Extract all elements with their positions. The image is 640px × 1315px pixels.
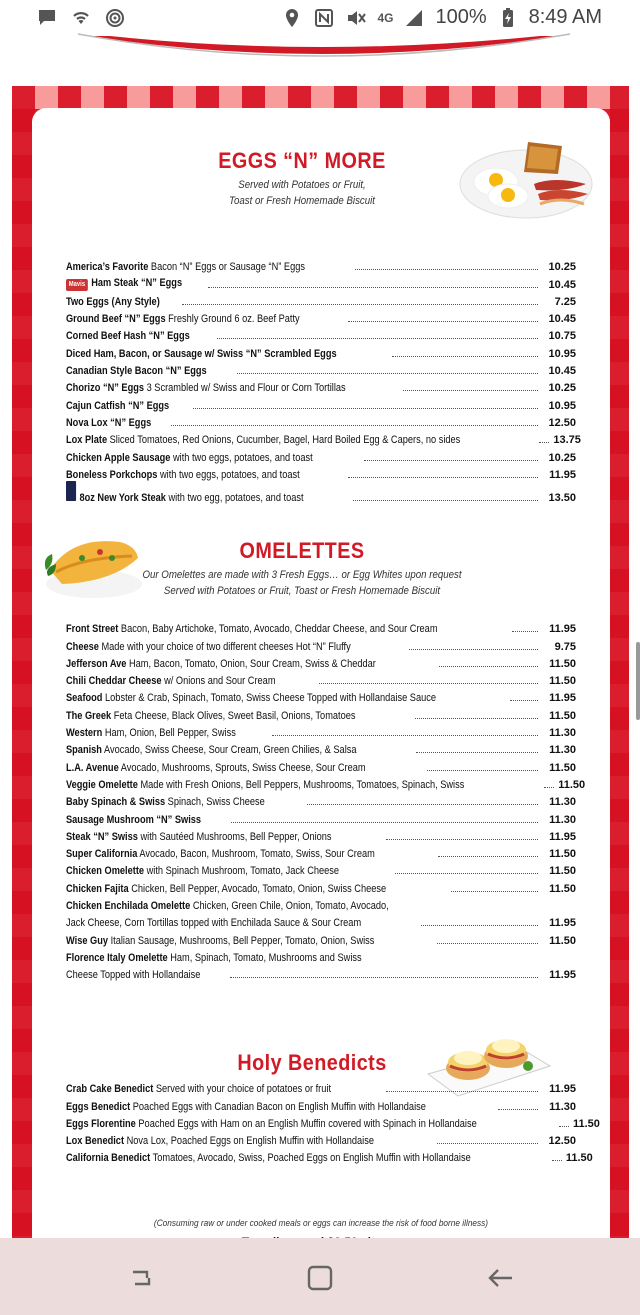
item-desc: Nova Lox, Poached Eggs on English Muffin with Hollandaise [124,1135,375,1148]
item-name: Boneless Porkchops [66,468,158,481]
signal-icon [403,8,425,28]
back-icon [486,1264,514,1292]
item-name: Chicken Fajita [66,882,129,895]
leader-dots [348,477,538,478]
item-price: 10.45 [548,365,576,378]
item-price: 11.30 [549,1100,576,1113]
item-price: 11.95 [549,917,576,930]
menu-row [66,360,576,377]
nfc-icon [313,8,335,28]
menu-row [66,464,576,481]
leader-dots [539,442,549,443]
item-price: 9.75 [554,640,576,653]
leader-dots [409,649,538,650]
menu-row-florence [66,947,576,964]
item-price: 10.95 [548,399,576,412]
item-name: California Benedict [66,1152,151,1165]
home-icon [306,1264,334,1292]
leader-dots [544,787,554,788]
item-price: 11.50 [549,657,576,670]
leader-dots [231,822,538,823]
menu-row [66,291,576,308]
benedicts-list [66,1078,600,1165]
eggs-list [66,256,581,504]
item-price: 12.50 [548,1135,576,1148]
item-price: 11.30 [549,813,576,826]
leader-dots [182,304,538,305]
item-price: 10.25 [548,261,576,274]
item-desc: Cheese Topped with Hollandaise [66,969,201,982]
item-name: Wise Guy [66,934,109,947]
hotspot-icon [104,8,126,28]
item-desc: Chicken, Bell Pepper, Avocado, Tomato, Onion, Swiss Cheese [128,882,387,895]
location-icon [281,8,303,28]
menu-row [66,877,576,894]
menu-row [66,756,576,773]
item-desc: 3 Scrambled w/ Swiss and Flour or Corn Tortillas [144,382,346,395]
item-name: Chicken Omelette [66,865,145,878]
leader-dots [392,356,538,357]
menu-row [66,394,576,411]
menu-row [66,325,576,342]
battery-charging-icon [497,8,519,28]
item-price: 11.95 [549,969,576,982]
breakfast-plate-image [458,124,596,220]
menu-row [66,618,576,635]
item-name: Western [66,727,103,740]
menu-row [66,739,576,756]
leader-dots [437,1143,538,1144]
menu-row [66,481,576,504]
leader-dots [193,408,538,409]
item-name: Cajun Catfish “N” Eggs [66,399,170,412]
menu-board [12,86,629,1246]
menu-row-wiseguy [66,929,576,946]
item-price: 10.25 [548,382,576,395]
item-desc: Tomatoes, Avocado, Swiss, Poached Eggs on English Muffin with Hollandaise [150,1152,471,1165]
wifi-icon [70,8,92,28]
item-name: Eggs Florentine [66,1117,136,1130]
item-name: Florence Italy Omelette [66,951,168,964]
leader-dots [217,338,538,339]
leader-dots [416,752,538,753]
menu-row [66,791,576,808]
item-desc: Served with your choice of potatoes or fruit [153,1083,332,1096]
item-name: Diced Ham, Bacon, or Sausage w/ Swiss “N” Scrambled Eggs [66,347,337,360]
item-desc: with Sautéed Mushrooms, Bell Pepper, Onions [137,830,332,843]
item-price: 13.75 [553,434,581,447]
item-name: Eggs Benedict [66,1100,131,1113]
item-desc: Spinach, Swiss Cheese [165,796,265,809]
menu-row [66,808,576,825]
menu-row [66,843,576,860]
item-price: 11.30 [549,727,576,740]
home-button[interactable] [300,1258,340,1298]
battery-percent: 100% [435,6,487,28]
food-safety-note: (Consuming raw or under cooked meals or eggs can increase the risk of food borne illness) [153,1218,489,1228]
item-name: Chicken Apple Sausage [66,451,171,464]
leader-dots [438,856,538,857]
leader-dots [395,873,538,874]
scrollbar[interactable] [636,642,640,720]
item-price: 11.95 [549,623,576,636]
item-price: 11.95 [549,830,576,843]
leader-dots [237,373,538,374]
leader-dots [498,1109,538,1110]
item-name: Corned Beef Hash “N” Eggs [66,330,190,343]
leader-dots [355,269,538,270]
item-desc: Ham, Spinach, Tomato, Mushrooms and Swiss [167,951,362,964]
leader-dots [348,321,538,322]
item-desc: Italian Sausage, Mushrooms, Bell Pepper, Tomato, Onion, Swiss [108,934,375,947]
item-price: 11.50 [565,1152,593,1165]
item-desc: Made with Fresh Onions, Bell Peppers, Mushrooms, Tomatoes, Spinach, Swiss [137,778,465,791]
item-price: 11.50 [549,865,576,878]
item-price: 11.50 [549,882,576,895]
item-price: 11.50 [549,709,576,722]
omelettes-list [66,618,586,982]
menu-row [66,1113,600,1130]
item-desc: Sliced Tomatoes, Red Onions, Cucumber, Bagel, Hard Boiled Egg & Capers, no sides [107,434,461,447]
benedicts-section-title: Holy Benedicts [237,1050,387,1075]
leader-dots [437,943,538,944]
item-price: 12.50 [548,416,576,429]
item-price: 11.50 [549,675,576,688]
item-name: The Greek [66,709,112,722]
leader-dots [230,977,538,978]
item-price: 10.75 [548,330,576,343]
item-price: 11.50 [549,848,576,861]
leader-dots [171,425,538,426]
brand-logo: Mavis [66,279,88,291]
item-name: Spanish [66,744,102,757]
item-price: 11.50 [549,934,576,947]
item-desc: Chicken, Green Chile, Onion, Tomato, Avocado, [190,900,389,913]
item-desc: Avocado, Mushrooms, Sprouts, Swiss Cheese, Sour Cream [118,761,366,774]
leader-dots [364,460,538,461]
leader-dots [403,390,538,391]
menu-row [66,653,576,670]
item-price: 11.50 [572,1117,600,1130]
eggs-subtitle-1: Served with Potatoes or Fruit, [238,179,366,191]
item-desc: Jack Cheese, Corn Tortillas topped with Enchilada Sauce & Sour Cream [66,917,362,930]
menu-row [66,412,576,429]
menu-row-florence-cont [66,964,576,981]
item-name: America’s Favorite [66,261,149,274]
item-name: Ham Steak “N” Eggs [91,276,183,289]
item-desc: Made with your choice of two different cheeses Hot “N” Fluffy [98,640,351,653]
item-name: Jefferson Ave [66,657,127,670]
item-name: Super California [66,848,138,861]
item-name: Sausage Mushroom “N” Swiss [66,813,202,826]
item-price: 11.30 [549,796,576,809]
menu-row [66,722,576,739]
item-name: Crab Cake Benedict [66,1083,154,1096]
recent-apps-button[interactable] [121,1258,161,1298]
item-name: Veggie Omelette [66,778,138,791]
leader-dots [512,631,538,632]
mute-icon [345,8,367,28]
menu-row [66,860,576,877]
item-desc: Lobster & Crab, Spinach, Tomato, Swiss Cheese Topped with Hollandaise Sauce [102,692,436,705]
leader-dots [415,718,538,719]
item-name: Lox Benedict [66,1135,125,1148]
item-desc: Ham, Onion, Bell Pepper, Swiss [102,727,236,740]
item-desc: Avocado, Swiss Cheese, Sour Cream, Green Chilies, & Salsa [101,744,357,757]
menu-row [66,273,576,290]
certified-badge-icon [66,481,76,501]
network-type: 4G [377,10,394,25]
menu-row-enchilada [66,895,576,912]
item-name: Ground Beef “N” Eggs [66,313,166,326]
leader-dots [439,666,538,667]
menu-row [66,687,576,704]
recent-apps-icon [127,1264,155,1292]
leader-dots [427,770,538,771]
menu-row [66,635,576,652]
item-price: 11.50 [549,761,576,774]
menu-row [66,342,576,359]
item-desc: Feta Cheese, Black Olives, Sweet Basil, Onions, Tomatoes [111,709,356,722]
item-name: L.A. Avenue [66,761,119,774]
item-desc: with two egg, potatoes, and toast [165,491,304,504]
back-button[interactable] [480,1258,520,1298]
item-price: 11.95 [549,468,576,481]
item-name: Nova Lox “N” Eggs [66,416,152,429]
item-name: Baby Spinach & Swiss [66,796,166,809]
menu-row [66,429,581,447]
item-name: Canadian Style Bacon “N” Eggs [66,365,207,378]
leader-dots [559,1126,569,1127]
navigation-bar [0,1238,640,1315]
item-desc: Ham, Bacon, Tomato, Onion, Sour Cream, Swiss & Cheddar [126,657,376,670]
menu-row [66,377,576,394]
item-name: Chili Cheddar Cheese [66,675,162,688]
leader-dots [208,287,538,288]
item-desc: Avocado, Bacon, Mushroom, Tomato, Swiss, Sour Cream [137,848,375,861]
item-desc: Bacon “N” Eggs or Sausage “N” Eggs [148,261,305,274]
item-name: Cheese [66,640,99,653]
menu-row [66,774,586,791]
item-price: 11.95 [549,1083,576,1096]
leader-dots [451,891,538,892]
menu-row [66,1078,576,1095]
item-price: 11.30 [549,744,576,757]
item-price: 10.25 [548,451,576,464]
item-price: 10.45 [548,313,576,326]
omelettes-section-title: OMELETTES [239,538,365,563]
leader-dots [510,700,538,701]
item-desc: Poached Eggs with Canadian Bacon on English Muffin with Hollandaise [130,1100,426,1113]
item-name: Chorizo “N” Eggs [66,382,145,395]
menu-row [66,256,576,273]
item-price: 10.95 [548,347,576,360]
item-name: Seafood [66,692,103,705]
item-desc: with Spinach Mushroom, Tomato, Jack Cheese [144,865,340,878]
item-name: 8oz New York Steak [79,491,166,504]
item-desc: Poached Eggs with Ham on an English Muffin covered with Spinach in Hollandaise [135,1117,477,1130]
item-name: Steak “N” Swiss [66,830,138,843]
leader-dots [552,1160,562,1161]
top-curve-decoration [0,32,640,72]
item-desc: with two eggs, potatoes, and toast [157,468,300,481]
message-icon [36,8,58,28]
item-price: 10.45 [548,278,576,291]
menu-row [66,308,576,325]
item-desc: Freshly Ground 6 oz. Beef Patty [165,313,300,326]
eggs-section-title: EGGS “N” MORE [218,148,386,173]
menu-row [66,1095,576,1112]
clock: 8:49 AM [528,6,602,28]
leader-dots [386,839,538,840]
eggs-subtitle-2: Toast or Fresh Homemade Biscuit [229,195,375,207]
leader-dots [307,804,538,805]
item-price: 7.25 [554,295,576,308]
omelettes-subtitle-2: Served with Potatoes or Fruit, Toast or Fresh Homemade Biscuit [163,585,441,597]
item-name: Two Eggs (Any Style) [66,295,160,308]
omelettes-subtitle-1: Our Omelettes are made with 3 Fresh Eggs… or Egg Whites upon request [142,569,462,581]
item-desc: w/ Onions and Sour Cream [161,675,276,688]
item-price: 13.50 [548,491,576,504]
item-price: 11.95 [549,692,576,705]
menu-row [66,704,576,721]
menu-row-enchilada-cont [66,912,576,929]
menu-row [66,670,576,687]
leader-dots [353,500,538,501]
menu-row [66,826,576,843]
item-name: Lox Plate [66,434,108,447]
leader-dots [319,683,538,684]
item-name: Chicken Enchilada Omelette [66,900,191,913]
menu-row [66,1147,593,1165]
item-name: Front Street [66,623,119,636]
item-price: 11.50 [558,778,586,791]
leader-dots [386,1091,539,1092]
menu-paper [32,108,610,1258]
item-desc: Bacon, Baby Artichoke, Tomato, Avocado, Cheddar Cheese, and Sour Cream [118,623,438,636]
menu-row [66,1130,576,1147]
item-desc: with two eggs, potatoes, and toast [170,451,313,464]
leader-dots [272,735,538,736]
leader-dots [421,925,538,926]
menu-row [66,446,576,463]
